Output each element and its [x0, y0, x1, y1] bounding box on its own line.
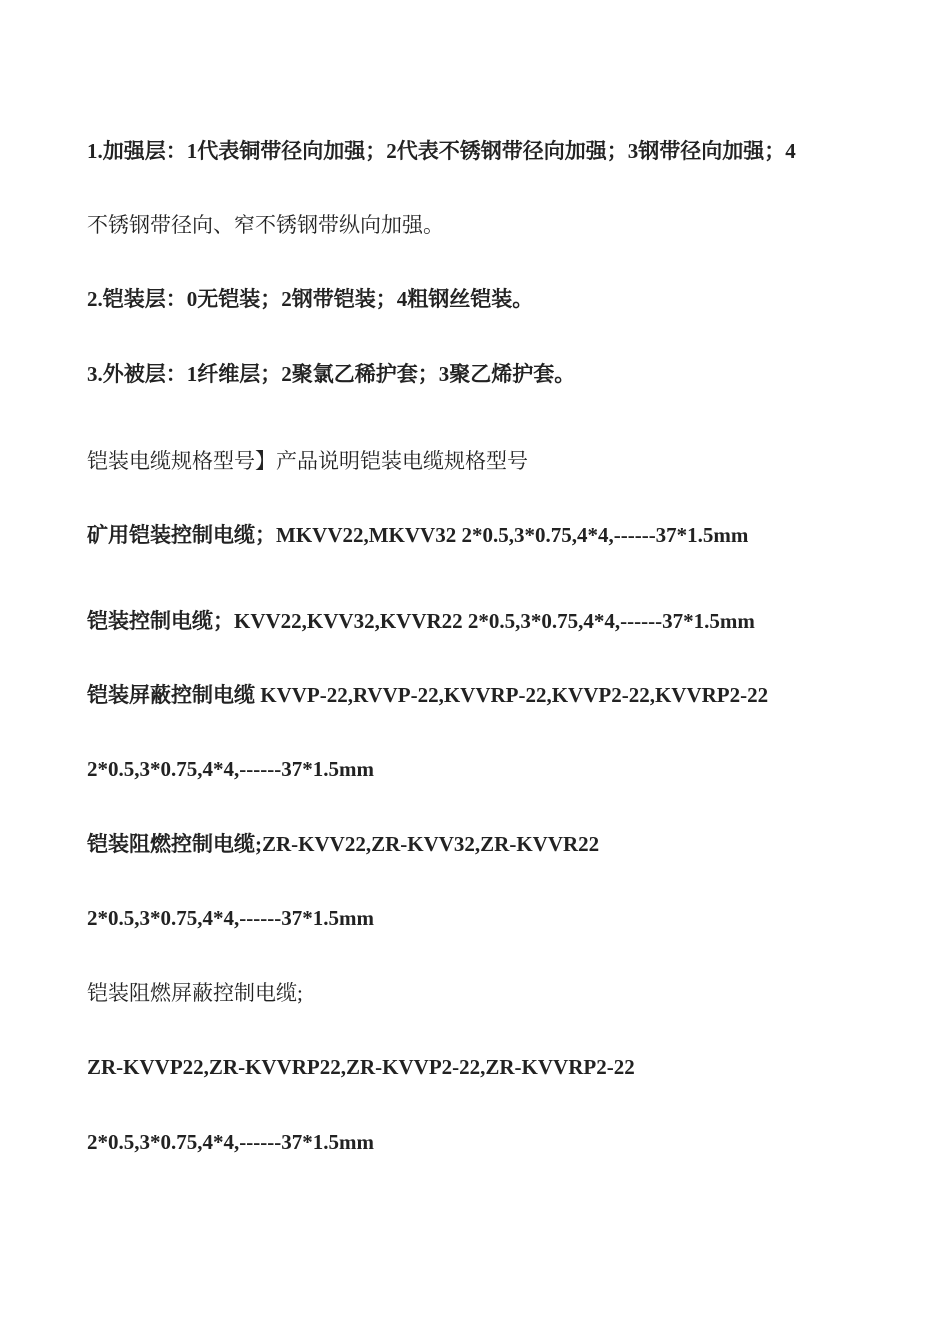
section-heading-specs: 铠装电缆规格型号】产品说明铠装电缆规格型号	[87, 449, 528, 473]
spec-line-flame-retardant-sizes: 2*0.5,3*0.75,4*4,------37*1.5mm	[87, 906, 374, 930]
spec-line-flame-retardant-shielded-models: ZR-KVVP22,ZR-KVVRP22,ZR-KVVP2-22,ZR-KVVRP2-22	[87, 1055, 635, 1079]
spec-line-shielded-control-cable: 铠装屏蔽控制电缆 KVVP-22,RVVP-22,KVVRP-22,KVVP2-22,KVVRP2-22	[87, 683, 769, 707]
spec-line-armored-control-cable: 铠装控制电缆；KVV22,KVV32,KVVR22 2*0.5,3*0.75,4*4,------37*1.5mm	[87, 609, 755, 633]
paragraph-reinforcement-layer-cont: 不锈钢带径向、窄不锈钢带纵向加强。	[87, 213, 444, 237]
paragraph-armor-layer: 2.铠装层：0无铠装；2钢带铠装；4粗钢丝铠装。	[87, 287, 534, 311]
spec-line-shielded-sizes: 2*0.5,3*0.75,4*4,------37*1.5mm	[87, 757, 374, 781]
paragraph-reinforcement-layer: 1.加强层：1代表铜带径向加强；2代表不锈钢带径向加强；3钢带径向加强；4	[87, 139, 796, 163]
spec-line-flame-retardant-shielded-title: 铠装阻燃屏蔽控制电缆;	[87, 981, 303, 1005]
spec-line-mining-control-cable: 矿用铠装控制电缆；MKVV22,MKVV32 2*0.5,3*0.75,4*4,------37*1.5mm	[87, 523, 749, 547]
spec-line-flame-retardant-cable: 铠装阻燃控制电缆;ZR-KVV22,ZR-KVV32,ZR-KVVR22	[87, 832, 600, 856]
paragraph-outer-sheath-layer: 3.外被层：1纤维层；2聚氯乙稀护套；3聚乙烯护套。	[87, 362, 576, 386]
spec-line-flame-retardant-shielded-sizes: 2*0.5,3*0.75,4*4,------37*1.5mm	[87, 1130, 374, 1154]
